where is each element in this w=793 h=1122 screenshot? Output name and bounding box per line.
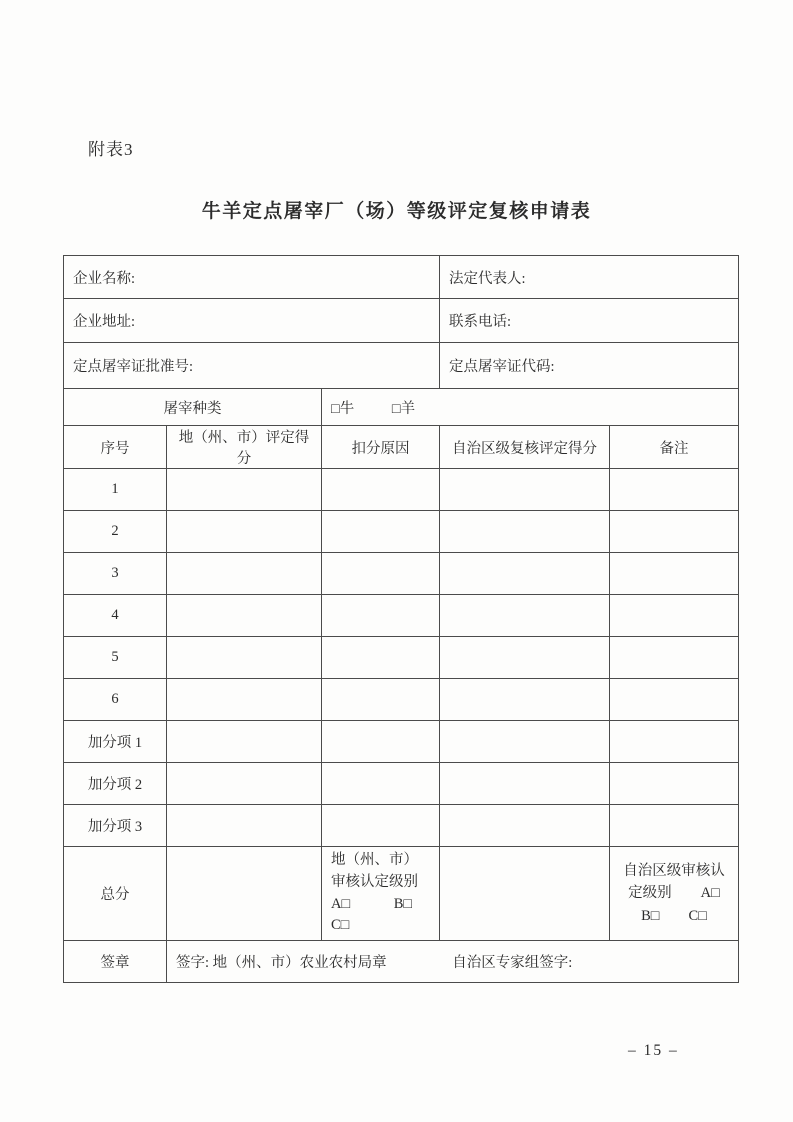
annex-label: 附表3: [88, 140, 134, 159]
row-label: 3: [64, 553, 167, 595]
info-row-name: [64, 256, 739, 299]
row-label: 4: [64, 595, 167, 637]
empty-cell: [440, 553, 610, 595]
table-row: [64, 637, 739, 679]
empty-cell: [440, 763, 610, 805]
header-remarks: 备注: [610, 426, 739, 469]
table-row: [64, 553, 739, 595]
city-bureau-seal-sign-text: 签字: 地（州、市）农业农村局章: [176, 955, 387, 971]
signature-label: 签章: [64, 941, 167, 983]
empty-cell: [440, 511, 610, 553]
total-score-row: [64, 847, 739, 941]
empty-cell: [440, 469, 610, 511]
table-row: [64, 469, 739, 511]
table-header-row: [64, 426, 739, 469]
region-review-line: 自治区级审核认: [623, 862, 725, 879]
empty-cell: [610, 679, 739, 721]
empty-cell: [440, 847, 610, 941]
field-company-address: 企业地址:: [64, 299, 440, 343]
row-label: 加分项 2: [64, 763, 167, 805]
empty-cell: [167, 553, 322, 595]
application-form-table: [63, 255, 739, 983]
empty-cell: [322, 553, 440, 595]
empty-cell: [322, 721, 440, 763]
row-label: 1: [64, 469, 167, 511]
empty-cell: [610, 637, 739, 679]
region-review-grade-checkboxes: B□ C□: [641, 907, 707, 924]
empty-cell: [322, 511, 440, 553]
info-row-license: [64, 343, 739, 389]
empty-cell: [322, 805, 440, 847]
empty-cell: [167, 595, 322, 637]
field-company-name: 企业名称:: [64, 256, 440, 299]
species-row: [64, 389, 739, 426]
row-label: 加分项 3: [64, 805, 167, 847]
region-review-grade-cell: [610, 847, 739, 941]
empty-cell: [167, 511, 322, 553]
row-label: 6: [64, 679, 167, 721]
empty-cell: [440, 595, 610, 637]
city-review-line: 地（州、市）: [331, 852, 418, 868]
empty-cell: [322, 637, 440, 679]
empty-cell: [440, 637, 610, 679]
city-review-grade-cell: [322, 847, 440, 941]
empty-cell: [167, 679, 322, 721]
field-license-approval-number: 定点屠宰证批准号:: [64, 343, 440, 389]
row-label: 加分项 1: [64, 721, 167, 763]
field-license-code: 定点屠宰证代码:: [440, 343, 739, 389]
total-label: 总分: [64, 847, 167, 941]
signature-cell: [167, 941, 739, 983]
empty-cell: [610, 721, 739, 763]
table-row-bonus-3: [64, 805, 739, 847]
header-deduction-reason: 扣分原因: [322, 426, 440, 469]
empty-cell: [440, 721, 610, 763]
checkbox-sheep: □羊: [391, 400, 416, 417]
header-city-score: 地（州、市）评定得分: [167, 426, 322, 469]
table-row-bonus-1: [64, 721, 739, 763]
city-review-grade-checkboxes: A□ B□: [331, 895, 413, 912]
row-label: 2: [64, 511, 167, 553]
species-label: 屠宰种类: [64, 389, 322, 426]
page-title: 牛羊定点屠宰厂（场）等级评定复核申请表: [201, 201, 592, 222]
empty-cell: [610, 469, 739, 511]
empty-cell: [167, 637, 322, 679]
empty-cell: [322, 763, 440, 805]
region-expert-group-sign-text: 自治区专家组签字:: [452, 955, 573, 971]
empty-cell: [610, 595, 739, 637]
city-review-line: 审核认定级别: [331, 873, 418, 890]
species-options-cell: [322, 389, 739, 426]
empty-cell: [440, 679, 610, 721]
field-contact-phone: 联系电话:: [440, 299, 739, 343]
empty-cell: [167, 763, 322, 805]
empty-cell: [440, 805, 610, 847]
checkbox-cattle: □牛: [331, 400, 355, 417]
empty-cell: [167, 469, 322, 511]
field-legal-representative: 法定代表人:: [440, 256, 739, 299]
header-serial-number: 序号: [64, 426, 167, 469]
table-row: [64, 511, 739, 553]
empty-cell: [322, 595, 440, 637]
empty-cell: [610, 805, 739, 847]
empty-cell: [610, 763, 739, 805]
table-row: [64, 595, 739, 637]
empty-cell: [610, 511, 739, 553]
table-row: [64, 679, 739, 721]
empty-cell: [167, 721, 322, 763]
empty-cell: [322, 679, 440, 721]
info-row-address: [64, 299, 739, 343]
row-label: 5: [64, 637, 167, 679]
empty-cell: [167, 805, 322, 847]
empty-cell: [167, 847, 322, 941]
header-region-review-score: 自治区级复核评定得分: [440, 426, 610, 469]
empty-cell: [322, 469, 440, 511]
table-row-bonus-2: [64, 763, 739, 805]
page-number: – 15 –: [628, 1042, 679, 1059]
empty-cell: [610, 553, 739, 595]
signature-row: [64, 941, 739, 983]
region-review-grade-checkboxes: 定级别 A□: [628, 885, 720, 902]
city-review-grade-checkboxes: C□: [331, 917, 350, 934]
